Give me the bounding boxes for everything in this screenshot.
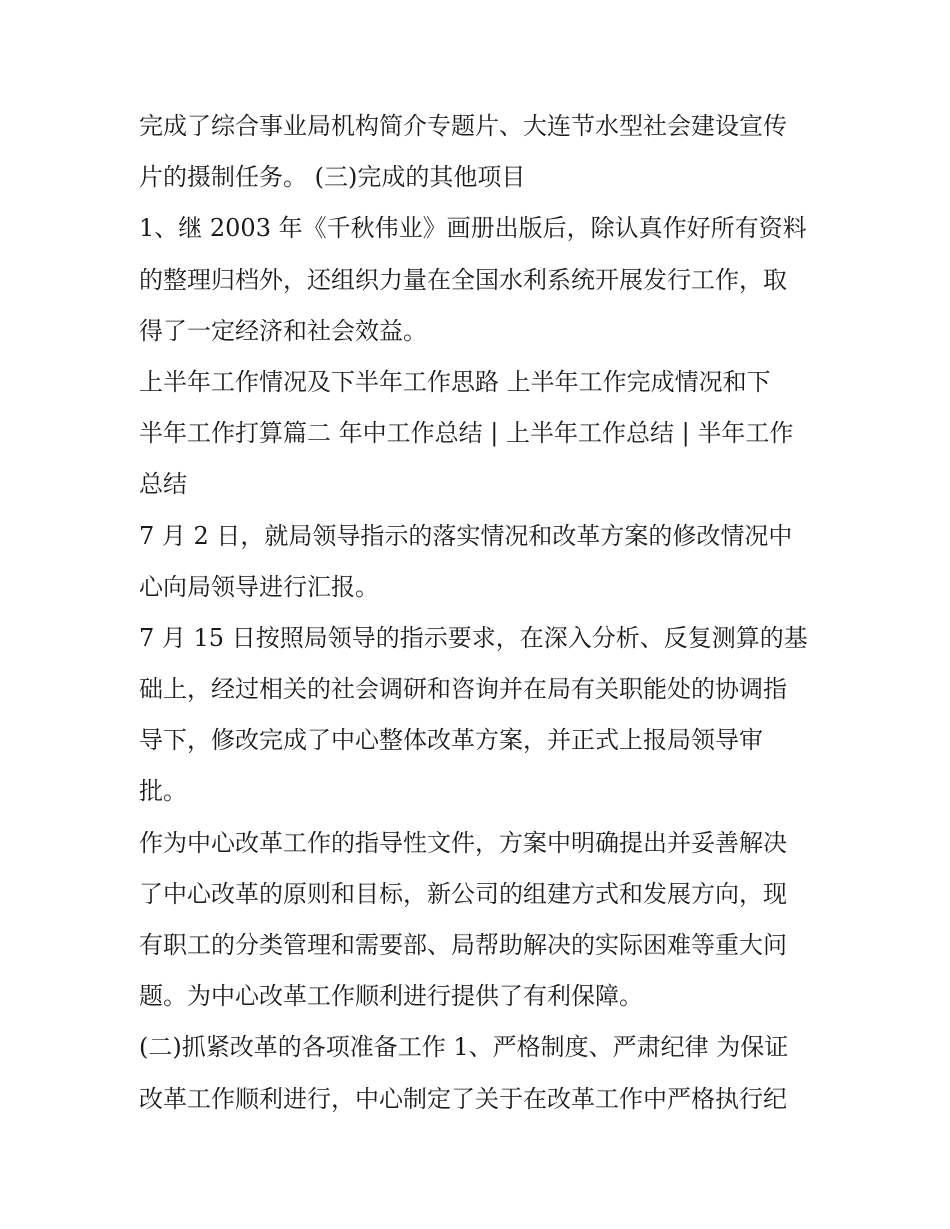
- text-line: 7 月 15 日按照局领导的指示要求，在深入分析、反复测算的基: [139, 623, 808, 652]
- paragraph-1: [139, 101, 829, 203]
- text-line: 题。为中心改革工作顺利进行提供了有利保障。: [139, 982, 643, 1011]
- text-line: 了中心改革的原则和目标，新公司的组建方式和发展方向，现: [139, 879, 787, 908]
- paragraph-2: [139, 203, 829, 357]
- paragraph-4: [139, 511, 829, 613]
- document-body: [139, 101, 829, 1125]
- text-line: 总结: [139, 470, 187, 499]
- text-line: (二)抓紧改革的各项准备工作 1、严格制度、严肃纪律 为保证: [139, 1033, 789, 1062]
- text-line: 半年工作打算篇二 年中工作总结 | 上半年工作总结 | 半年工作: [139, 419, 794, 448]
- text-line: 批。: [139, 777, 187, 806]
- text-line: 片的摄制任务。 (三)完成的其他项目: [139, 163, 526, 192]
- text-line: 导下，修改完成了中心整体改革方案，并正式上报局领导审: [139, 726, 763, 755]
- text-line: 得了一定经济和社会效益。: [139, 316, 427, 345]
- text-line: 心向局领导进行汇报。: [139, 572, 379, 601]
- text-line: 有职工的分类管理和需要部、局帮助解决的实际困难等重大问: [139, 931, 787, 959]
- text-line: 础上，经过相关的社会调研和咨询并在局有关职能处的协调指: [139, 675, 787, 704]
- paragraph-3: [139, 357, 829, 511]
- text-line: 完成了综合事业局机构简介专题片、大连节水型社会建设宣传: [139, 112, 787, 140]
- paragraph-5: [139, 613, 829, 818]
- paragraph-7: [139, 1022, 829, 1124]
- text-line: 的整理归档外，还组织力量在全国水利系统开展发行工作，取: [139, 265, 787, 294]
- text-line: 改革工作顺利进行，中心制定了关于在改革工作中严格执行纪: [139, 1084, 787, 1113]
- text-line: 1、继 2003 年《千秋伟业》画册出版后，除认真作好所有资料: [139, 214, 807, 243]
- paragraph-6: [139, 818, 829, 1023]
- text-line: 7 月 2 日，就局领导指示的落实情况和改革方案的修改情况中: [139, 521, 793, 550]
- text-line: 上半年工作情况及下半年工作思路 上半年工作完成情况和下: [139, 367, 771, 396]
- text-line: 作为中心改革工作的指导性文件，方案中明确提出并妥善解决: [139, 828, 787, 857]
